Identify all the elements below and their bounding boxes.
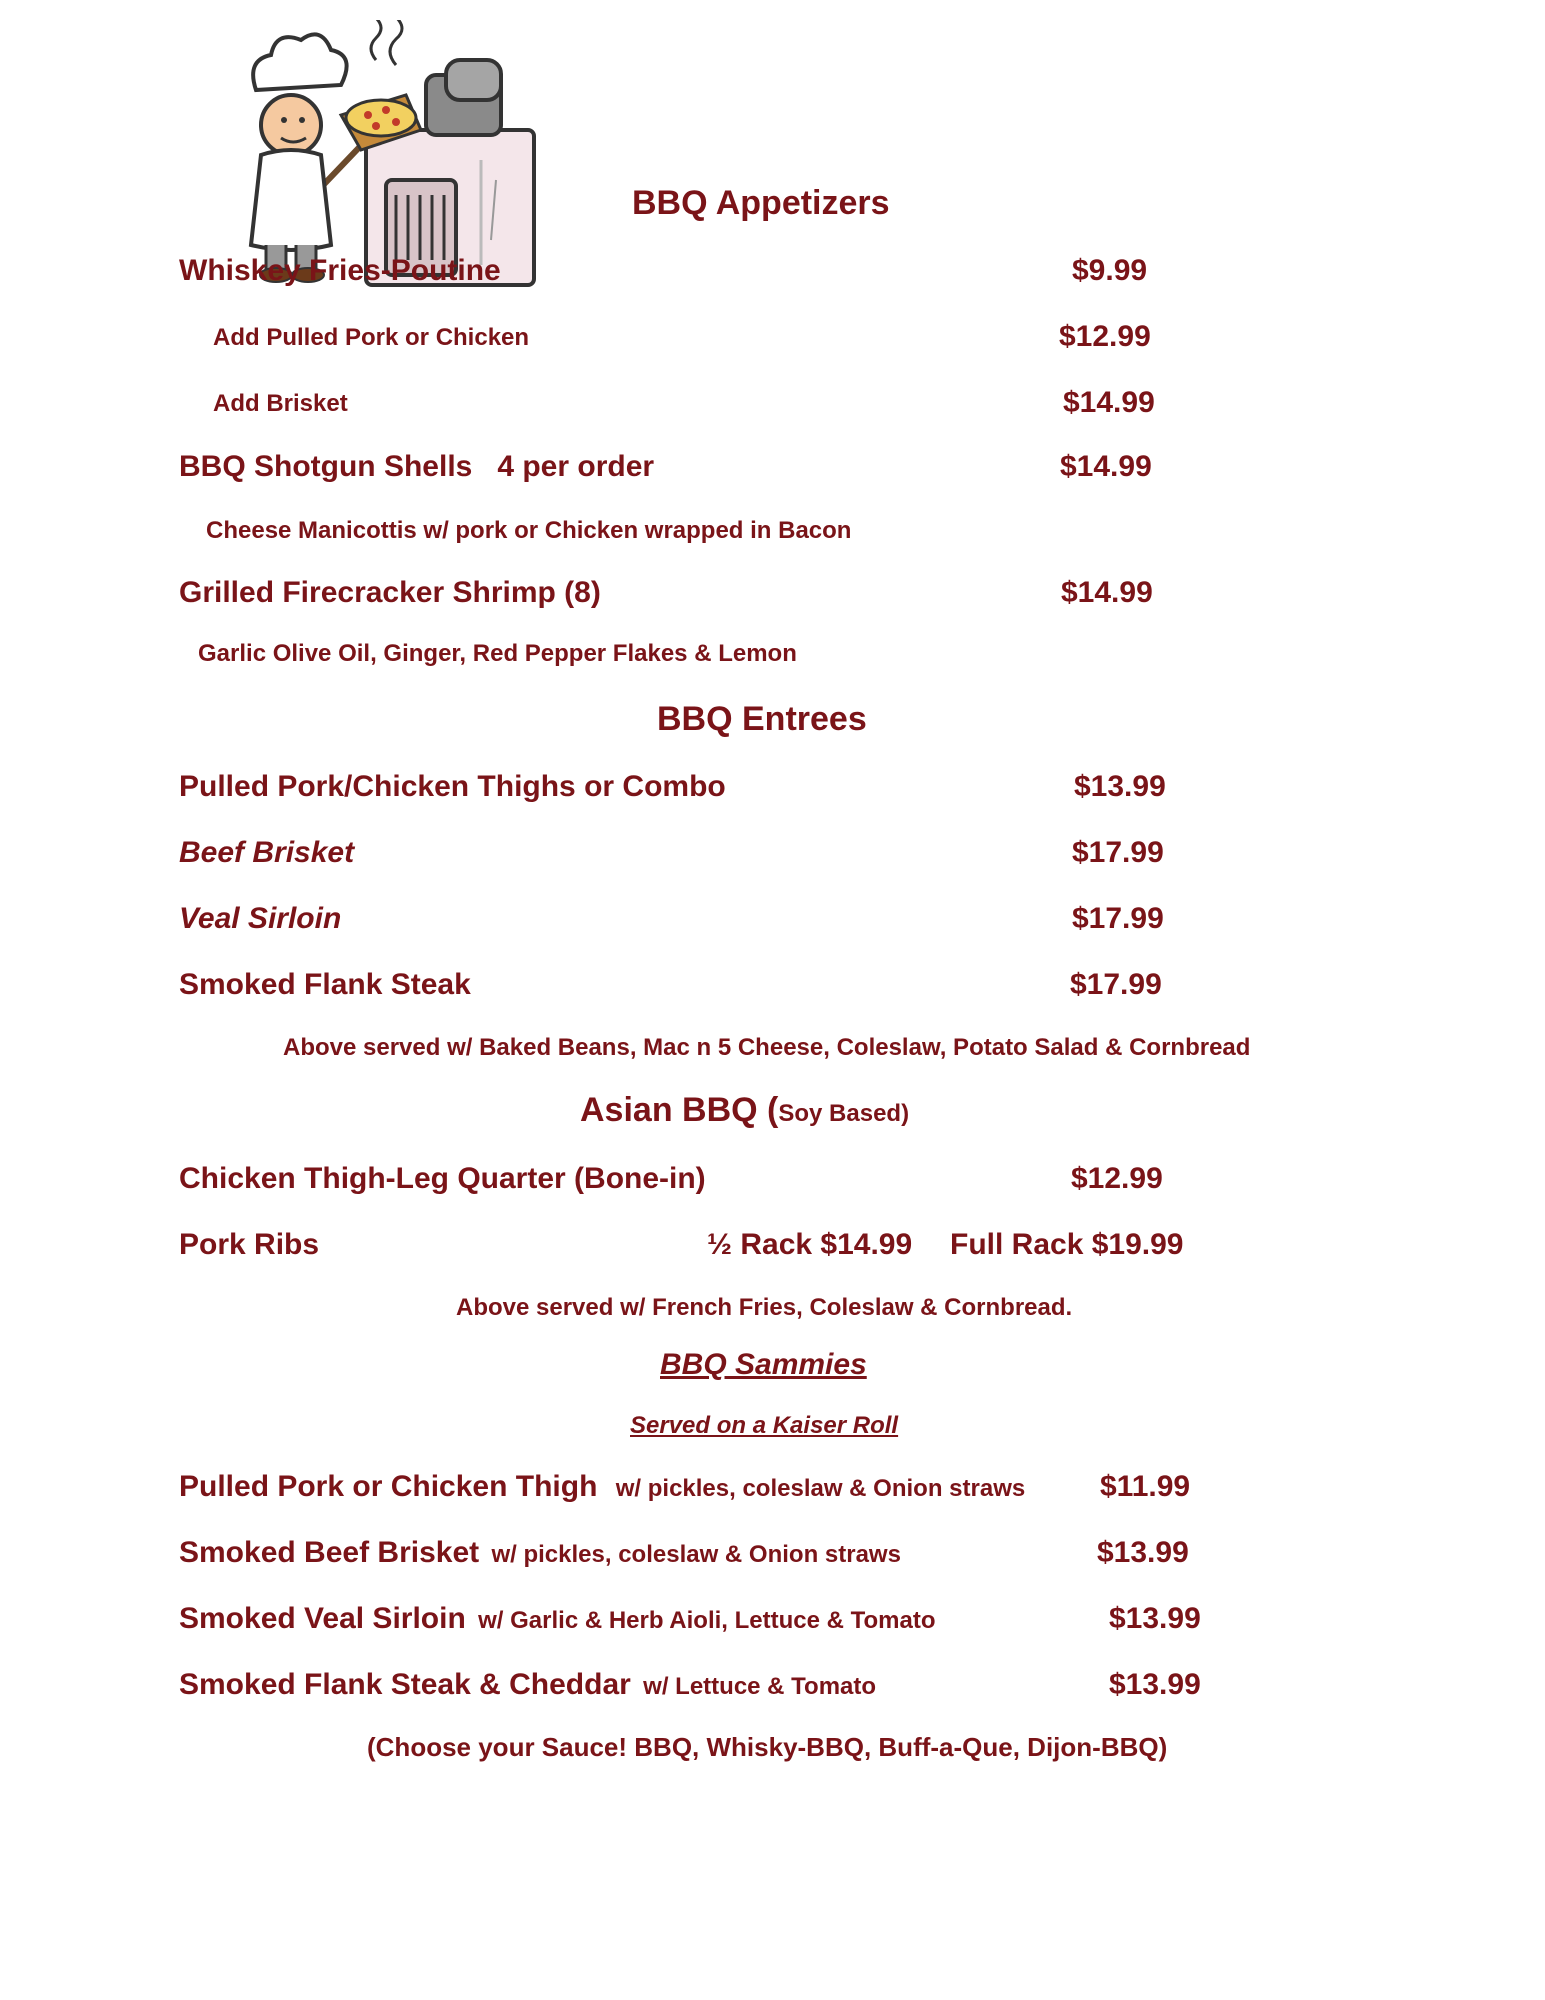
entrees-heading: BBQ Entrees — [657, 700, 867, 738]
sammie-row — [179, 1668, 876, 1702]
menu-item-detail: w/ Garlic & Herb Aioli, Lettuce & Tomato — [478, 1607, 936, 1634]
menu-item-price: $14.99 — [1061, 576, 1153, 609]
entrees-note: Above served w/ Baked Beans, Mac n 5 Cheese, Coleslaw, Potato Salad & Cornbread — [283, 1034, 1251, 1061]
asian-note: Above served w/ French Fries, Coleslaw & Cornbread. — [456, 1294, 1073, 1321]
asian-heading — [580, 1091, 909, 1130]
sammie-row — [179, 1536, 901, 1570]
menu-item-price: $17.99 — [1070, 968, 1162, 1001]
menu-item-name: Smoked Flank Steak — [179, 968, 471, 1001]
menu-item-name: Grilled Firecracker Shrimp (8) — [179, 576, 601, 609]
menu-item-price: $14.99 — [1060, 450, 1152, 483]
menu-item-detail: w/ pickles, coleslaw & Onion straws — [491, 1541, 901, 1568]
menu-item-price: $14.99 — [1063, 386, 1155, 419]
menu-item-description: Garlic Olive Oil, Ginger, Red Pepper Flakes & Lemon — [198, 640, 797, 667]
menu-item-detail: w/ pickles, coleslaw & Onion straws — [615, 1475, 1026, 1502]
sammie-row — [179, 1470, 1025, 1504]
sammie-row — [179, 1602, 936, 1636]
menu-item-price: $13.99 — [1097, 1536, 1189, 1569]
menu-item-price: $11.99 — [1100, 1470, 1191, 1503]
appetizers-heading: BBQ Appetizers — [632, 184, 890, 222]
menu-item-name: Pulled Pork or Chicken Thigh — [179, 1470, 598, 1503]
menu-item-name: Beef Brisket — [179, 836, 355, 869]
menu-item-name: Smoked Veal Sirloin — [179, 1602, 466, 1635]
menu-item-price: $13.99 — [1109, 1668, 1201, 1701]
menu-item-name: Whiskey Fries-Poutine — [179, 254, 501, 287]
sammies-heading: BBQ Sammies — [660, 1348, 867, 1381]
menu-item-name: Pulled Pork/Chicken Thighs or Combo — [179, 770, 726, 803]
menu-item-name: Chicken Thigh-Leg Quarter (Bone-in) — [179, 1162, 706, 1195]
menu-item-name: BBQ Shotgun Shells 4 per order — [179, 450, 655, 483]
asian-heading-sub: Soy Based) — [778, 1100, 910, 1127]
menu-item-detail: w/ Lettuce & Tomato — [643, 1673, 877, 1700]
asian-heading-main: Asian BBQ ( — [580, 1091, 779, 1129]
half-rack-price: ½ Rack $14.99 — [707, 1228, 913, 1261]
menu-item-name: Smoked Beef Brisket — [179, 1536, 480, 1569]
menu-item-name: Smoked Flank Steak & Cheddar — [179, 1668, 631, 1701]
menu-item-price: $12.99 — [1059, 320, 1151, 353]
sauce-note: (Choose your Sauce! BBQ, Whisky-BBQ, Buff-a-Que, Dijon-BBQ) — [367, 1732, 1168, 1762]
menu-item-name: Veal Sirloin — [179, 902, 342, 935]
menu-item-name: Add Brisket — [213, 390, 348, 417]
menu-item-description: Cheese Manicottis w/ pork or Chicken wrapped in Bacon — [206, 517, 852, 544]
menu-item-price: $17.99 — [1072, 836, 1164, 869]
sammies-subheading: Served on a Kaiser Roll — [630, 1412, 899, 1439]
menu-item-name: Pork Ribs — [179, 1228, 320, 1261]
menu-item-name: Add Pulled Pork or Chicken — [213, 324, 530, 351]
full-rack-price: Full Rack $19.99 — [950, 1228, 1184, 1261]
menu-item-price: $12.99 — [1071, 1162, 1163, 1195]
menu-item-price: $17.99 — [1072, 902, 1164, 935]
menu-item-price: $13.99 — [1109, 1602, 1201, 1635]
menu-item-price: $9.99 — [1072, 254, 1148, 287]
menu-item-price: $13.99 — [1074, 770, 1166, 803]
